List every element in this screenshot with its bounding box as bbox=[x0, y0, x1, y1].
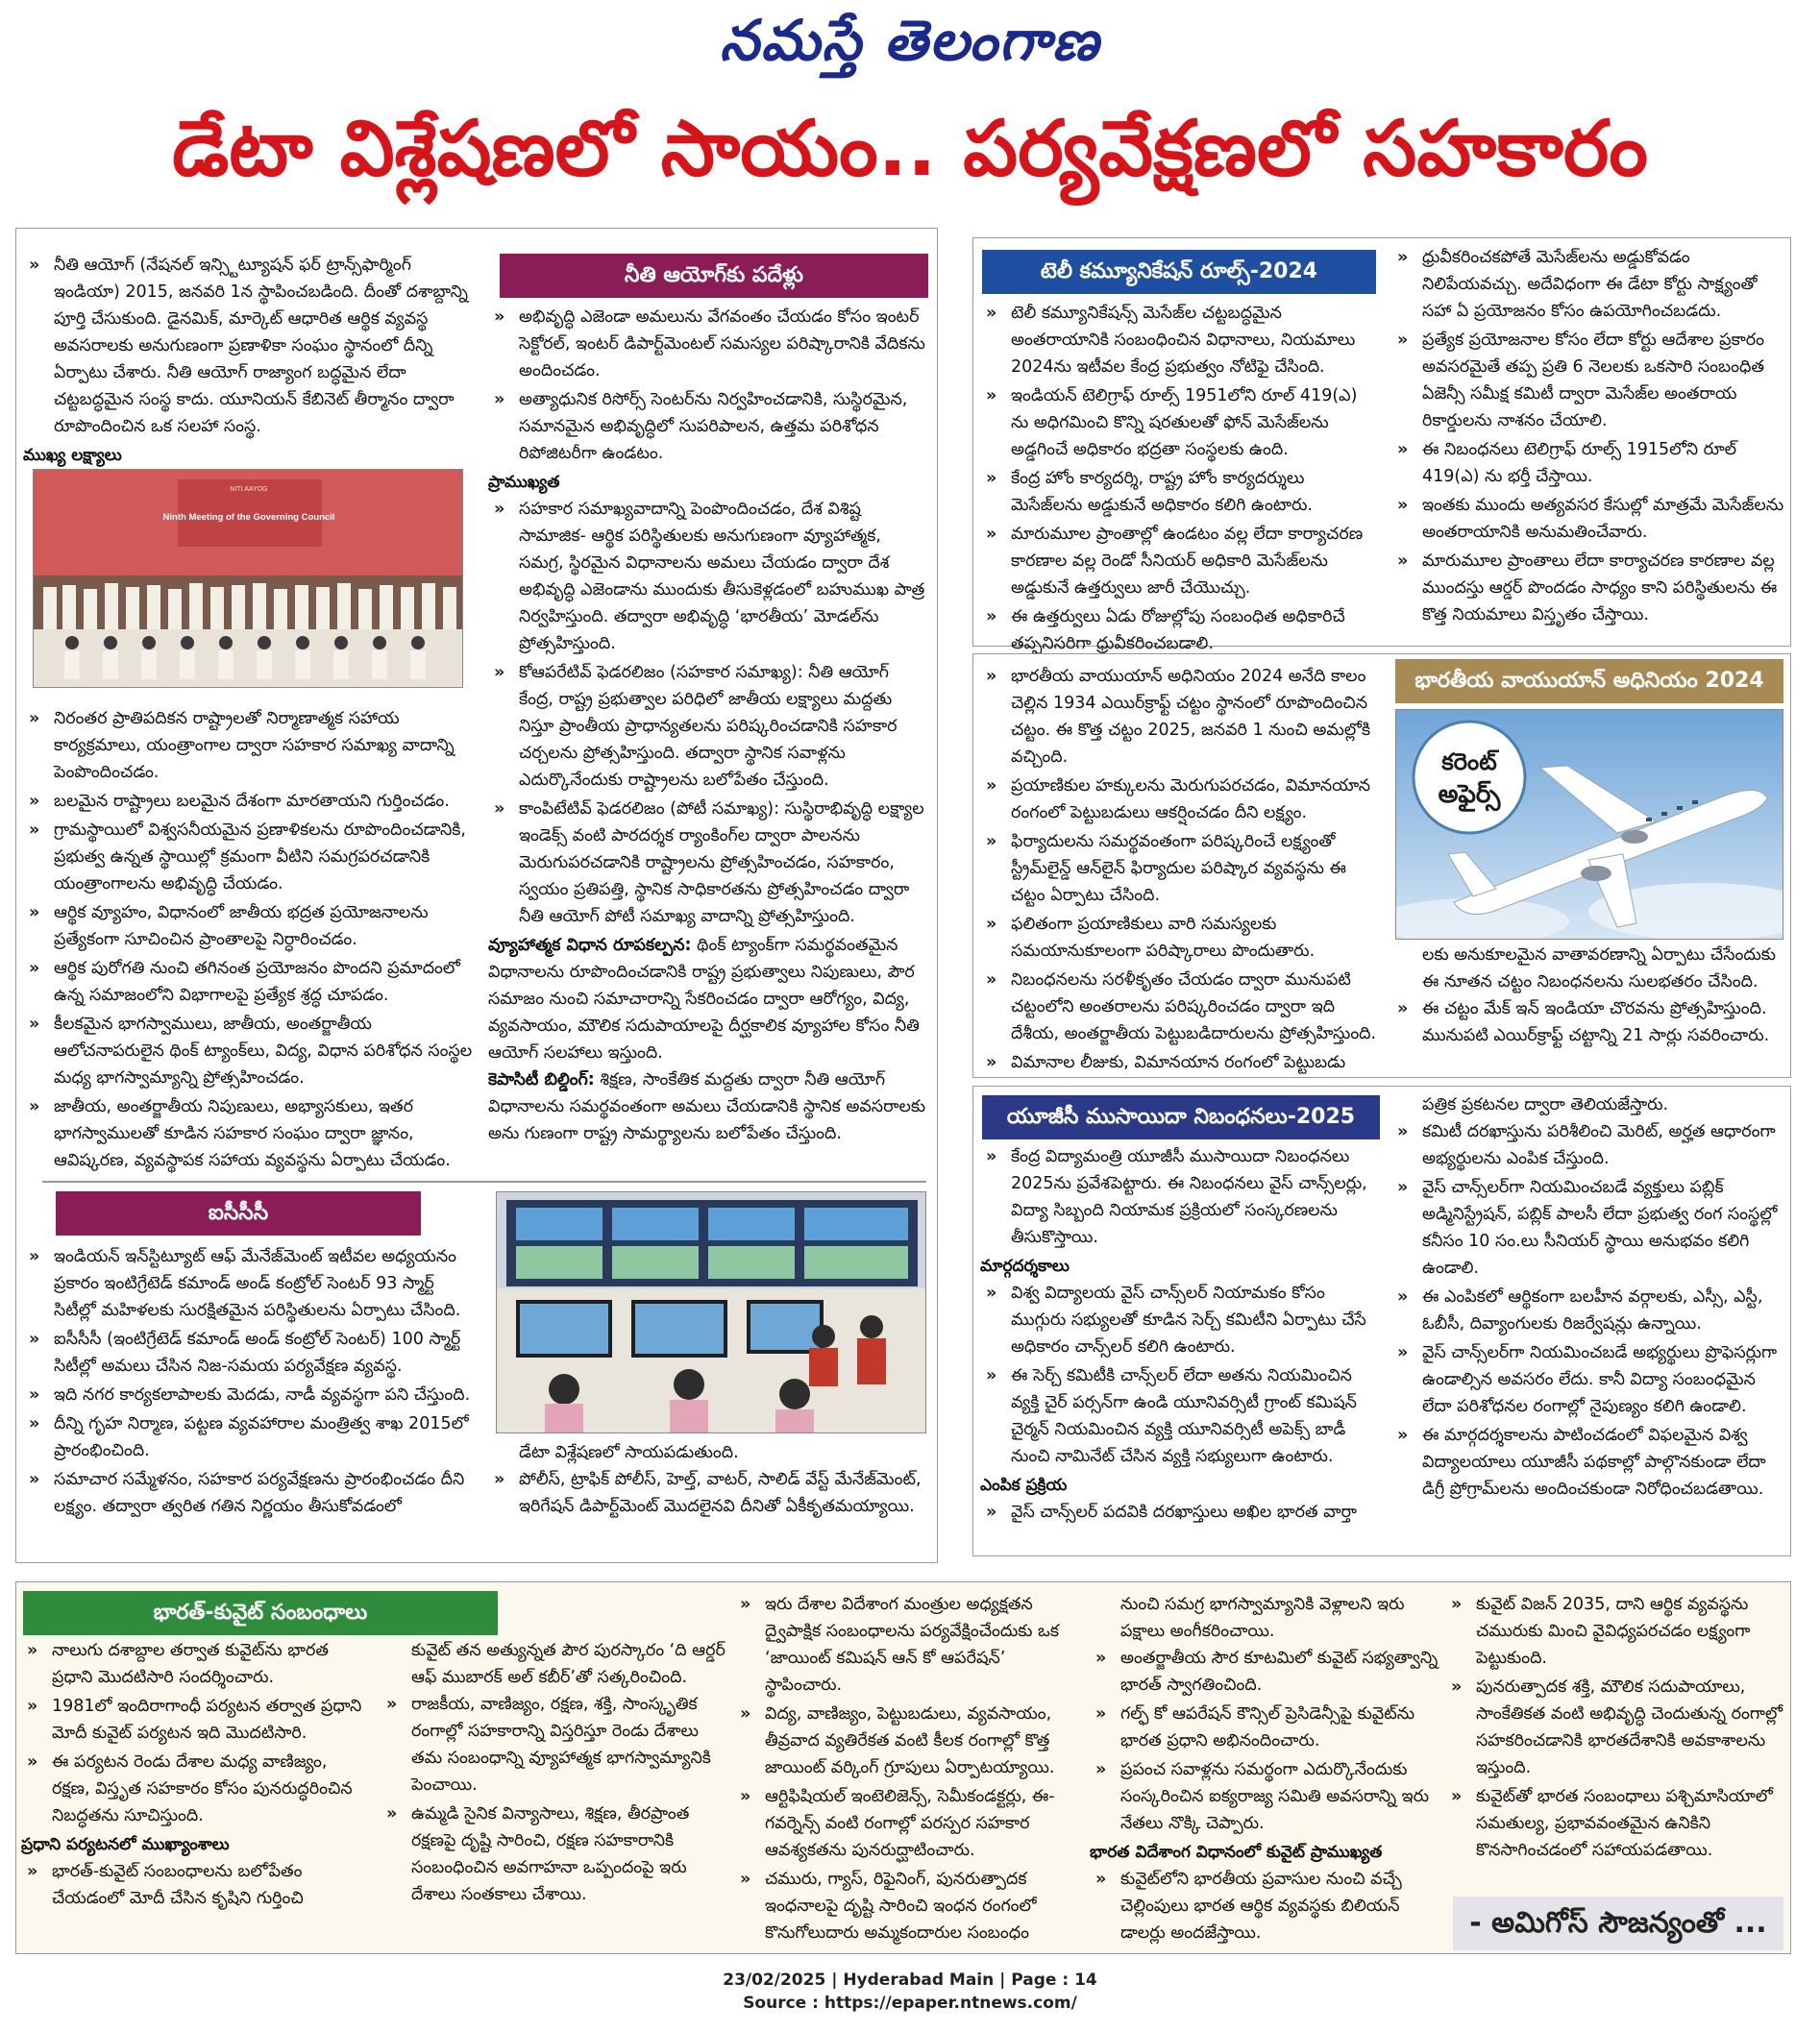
list-item: » ఈ సెర్చ్ కమిటీకి చాన్స్‌లర్ లేదా అతను నియమించిన వ్యక్తి చైర్ పర్సన్‌గా ఉండి యూనివర్సిటీ గ్రాంట్ కమిషన్ చైర్మన్ నియమించిన వ్యక్తి యూనివర్సిటీ అపెక్స్ బాడీ నుంచి నామినేట్ చేసిన వ్యక్తి సభ్యులుగా ఉంటారు. bbox=[980, 1362, 1382, 1470]
aviation-col1 bbox=[980, 663, 1382, 1078]
list-item: » నిబంధనలను సరళీకృతం చేయడం ద్వారా మునుపటి చట్టంలోని అంతరాలను పరిష్కరించడం ద్వారా ఇది దేశీయ, అంతర్జాతీయ పెట్టుబడిదారులను ప్రోత్సహిస్తుంది. bbox=[980, 967, 1382, 1047]
telecom-col1 bbox=[980, 300, 1376, 659]
list-item: » ఈ మార్గదర్శకాలను పాటించడంలో విఫలమైన విశ్వ విద్యాలయాలు యూజీసీ పథకాల్లో పాల్గొనకుండా లేదా డిగ్రీ ప్రోగ్రామ్‌లను అందించకుండా నిరోధించబడతాయి. bbox=[1391, 1422, 1785, 1503]
list-item: » ధ్రువీకరించకపోతే మెసేజ్‌లను అడ్డుకోవడం నిలిపేయవచ్చు. అదేవిధంగా ఈ డేటా కోర్టు సాక్ష్యంతో సహా ఏ ప్రయోజనం కోసం ఉపయోగించబడదు. bbox=[1391, 244, 1785, 325]
list-item: » నిరంతర ప్రాతిపదికన రాష్ట్రాలతో నిర్మాణాత్మక సహాయ కార్యక్రమాలు, యంత్రాంగాల ద్వారా సహకార సమాఖ్య వాదాన్ని పెంపొందించడం. bbox=[23, 705, 473, 786]
telecom-title: టెలీ కమ్యూనికేషన్ రూల్స్-2024 bbox=[982, 250, 1376, 294]
list-item: » ఐసీసీసీ (ఇంటిగ్రేటెడ్ కమాండ్ అండ్ కంట్రోల్ సెంటర్) 100 స్మార్ట్ సిటీల్లో అమలు చేసిన నిజ-సమయ పర్యవేక్షణ వ్యవస్థ. bbox=[23, 1326, 471, 1380]
telecom-bullets bbox=[980, 300, 1376, 657]
source-credit: - అమిగోస్ సౌజన్యంతో ... bbox=[1453, 1897, 1783, 1950]
list-item: » ఆర్టిఫిషియల్ ఇంటెలిజెన్స్, సెమీకండక్టర్లు, ఈ-గవర్నెన్స్ వంటి రంగాల్లో పరస్పర సహకార ఆవశ్యకతను పునరుద్ఘాటించారు. bbox=[734, 1783, 1086, 1864]
kuwait-c4-text: నుంచి సమగ్ర భాగస్వామ్యానికి వెళ్లాలని ఇరు పక్షాలు అంగీకరించాయి. bbox=[1120, 1595, 1405, 1641]
goals-list bbox=[23, 705, 473, 1174]
list-item: » ఈ ఎంపికలో ఆర్థికంగా బలహీన వర్గాలకు, ఎస్సీ, ఎస్టీ, ఓబీసీ, దివ్యాంగులకు రిజర్వేషన్లు ఉన్నాయి. bbox=[1391, 1284, 1785, 1337]
list-item: » ఈ చట్టం మేక్ ఇన్ ఇండియా చొరవను ప్రోత్సహిస్తుంది. మునుపటి ఎయిర్‌క్రాఫ్ట్ చట్టాన్ని 21 సార్లు సవరించారు. bbox=[1391, 995, 1785, 1049]
list-item: » ఫిర్యాదులను సమర్థవంతంగా పరిష్కరించే లక్ష్యంతో స్ట్రీమ్‌లైన్డ్ ఆన్‌లైన్ ఫిర్యాదుల పరిష్కార వ్యవస్థను ఈ చట్టం ఏర్పాటు చేసింది. bbox=[980, 828, 1382, 909]
list-item: » విమానాల లీజుకు, విమానయాన రంగంలో పెట్టుబడు bbox=[980, 1049, 1382, 1076]
list-item: » సహకార సమాఖ్యవాదాన్ని పెంపొందించడం, దేశ విశిష్ట సామాజిక- ఆర్థిక పరిస్థితులకు అనుగుణంగా వ్యూహాత్మక, సమగ్ర, స్థిరమైన విధానాలను అమలు చేయడం ద్వారా దేశ అభివృద్ధి ఎజెండాను ముందుకు తీసుకెళ్లడంలో బహుముఖ పాత్ర నిర్వహిస్తుంది. తద్వారా అభివృద్ధి ‘భారతీయ’ మోడల్‌ను ప్రోత్సహిస్తుంది. bbox=[488, 496, 928, 657]
list-item: » ఇరు దేశాల విదేశాంగ మంత్రుల అధ్యక్షతన ద్వైపాక్షిక సంబంధాలను పర్యవేక్షించేందుకు ఒక ‘జాయింట్ కమిషన్ ఆన్ కో ఆపరేషన్’ స్థాపించారు. bbox=[734, 1591, 1086, 1699]
iccc-col1 bbox=[23, 1243, 471, 1522]
list-item: » కాంపిటేటివ్ ఫెడరలిజం (పోటీ సమాఖ్య): సుస్థిరాభివృద్ధి లక్ష్యాల ఇండెక్స్ వంటి పారదర్శక ర్యాంకింగ్‌ల ద్వారా పాలనను మెరుగుపరచడానికి రాష్ట్రాలను ప్రోత్సహించడం, సహకారం, స్వయం ప్రతిపత్తి, స్థానిక సాధికారతను ప్రోత్సహించడం ద్వారా నీతి ఆయోగ్ పోటీ సమాఖ్య వాదాన్ని ప్రోత్సహిస్తుంది. bbox=[488, 796, 928, 930]
footer-source-link[interactable]: Source : https://epaper.ntnews.com/ bbox=[743, 1994, 1077, 2013]
list-item: » భారత్-కువైట్ సంబంధాలను బలోపేతం చేయడంలో మోదీ చేసిన కృషిని గుర్తించి bbox=[21, 1858, 367, 1912]
list-item: » ఆర్థిక పురోగతి నుంచి తగినంత ప్రయోజనం పొందని ప్రమాదంలో ఉన్న సమాజంలోని విభాగాలపై ప్రత్యేక శ్రద్ధ చూపడం. bbox=[23, 955, 473, 1009]
list-item: » కోఆపరేటివ్ ఫెడరలిజం (సహకార సమాఖ్య): నీతి ఆయోగ్ కేంద్ర, రాష్ట్ర ప్రభుత్వాల పరిధిలో జాతీయ లక్ష్యాలు మద్దతు నిస్తూ ప్రాంతీయ ప్రాధాన్యతలను పరిష్కరించడానికి సహకార చర్చలను ప్రోత్సహిస్తుంది. తద్వారా స్థానిక సవాళ్లను ఎదుర్కొనేందుకు రాష్ట్రాలను బలోపేతం చేస్తుంది. bbox=[488, 659, 928, 794]
list-item: » మారుమూల ప్రాంతాలు లేదా కార్యాచరణ కారణాల వల్ల ముందస్తు ఆర్డర్ పొందడం సాధ్యం కాని పరిస్థితులను ఈ కొత్త నియమాలు విస్తృతం చేస్తాయి. bbox=[1391, 548, 1785, 628]
list-item: » ఇది నగర కార్యకలాపాలకు మెదడు, నాడీ వ్యవస్థగా పని చేస్తుంది. bbox=[23, 1382, 471, 1408]
importance-heading: ప్రాముఖ్యత bbox=[488, 473, 560, 492]
capacity-label: కెపాసిటీ బిల్డింగ్: bbox=[488, 1070, 595, 1089]
list-item: » 1981లో ఇందిరాగాంధీ పర్యటన తర్వాత ప్రధాని మోదీ కువైట్ పర్యటన ఇది మొదటిసారి. bbox=[21, 1693, 367, 1747]
intro-bullets bbox=[23, 252, 473, 440]
niti-col2 bbox=[488, 304, 928, 1147]
kuwait-col2 bbox=[381, 1637, 728, 1910]
kuwait-c2-bullets bbox=[381, 1691, 728, 1908]
kuwait-c1-bullets2 bbox=[21, 1858, 367, 1912]
kuwait-c3-bullets bbox=[734, 1591, 1086, 1946]
kuwait-c1-bullets bbox=[21, 1637, 367, 1829]
aviation-col2 bbox=[1391, 942, 1785, 1051]
list-item: » అంతర్జాతీయ సౌర కూటమిలో కువైట్ సభ్యత్వాన్ని భారత్ స్వాగతించింది. bbox=[1090, 1645, 1439, 1699]
capacity-text: శిక్షణ, సాంకేతిక మద్దతు ద్వారా నీతి ఆయోగ్ విధానాలను సమర్థవంతంగా అమలు చేయడానికి స్థానిక అవసరాలకు అను గుణంగా రాష్ట్ర సామర్థ్యాలను బలోపేతం చేస్తుంది. bbox=[488, 1070, 926, 1143]
list-item: » విద్య, వాణిజ్యం, పెట్టుబడులు, వ్యవసాయం, తీవ్రవాద వ్యతిరేకత వంటి కీలక రంగాల్లో కొత్త జాయింట్ వర్కింగ్ గ్రూపులు ఏర్పాటయ్యాయి. bbox=[734, 1701, 1086, 1781]
policy-label: వ్యూహాత్మక విధాన రూపకల్పన: bbox=[488, 936, 692, 955]
list-item: » సమాచార సమ్మేళనం, సహకార పర్యవేక్షణను ప్రారంభించడం దీని లక్ష్యం. తద్వారా త్వరిత గతిన నిర్ణయం తీసుకోవడంలో bbox=[23, 1466, 471, 1520]
kuwait-col4 bbox=[1090, 1591, 1439, 1948]
list-item: » ఉమ్మడి సైనిక విన్యాసాలు, శిక్షణ, తీరప్రాంత రక్షణపై దృష్టి సారించి, రక్షణ సహకారానికి సంబంధించిన అవగాహనా ఒప్పందంపై ఇరు దేశాలు సంతకాలు చేశాయి. bbox=[381, 1800, 728, 1908]
list-item: » వైస్ చాన్స్‌లర్‌గా నియమించబడే అభ్యర్థులు ప్రొఫెసర్లుగా ఉండాల్సిన అవసరం లేదు. కానీ విద్యా సంబంధమైన లేదా పరిశోధనల రంగాల్లో నైపుణ్యం కలిగి ఉండాలి. bbox=[1391, 1339, 1785, 1420]
airplane-image bbox=[1395, 709, 1783, 940]
kuwait-c4-bullets2 bbox=[1090, 1866, 1439, 1946]
section-divider bbox=[42, 1181, 926, 1183]
list-item: » ఈ నిబంధనలు టెలిగ్రాఫ్ రూల్స్ 1915లోని రూల్ 419(ఎ) ను భర్తీ చేస్తాయి. bbox=[1391, 436, 1785, 490]
iccc-bullets bbox=[23, 1243, 471, 1520]
iccc-title: ఐసీసీసీ bbox=[56, 1191, 421, 1236]
list-item: » కేంద్ర విద్యామంత్రి యూజీసీ ముసాయిదా నిబంధనలు 2025ను ప్రవేశపెట్టారు. ఈ నిబంధనలు వైస్ చాన్స్‌లర్లు, విద్యా సిబ్బంది నియామక ప్రక్రియలో సంస్కరణలను తీసుకొస్తాయి. bbox=[980, 1143, 1382, 1251]
ugc-right-bullets bbox=[1391, 1118, 1785, 1503]
selection-heading: ఎంపిక ప్రక్రియ bbox=[980, 1476, 1068, 1495]
niti-col1 bbox=[23, 252, 473, 469]
headline: డేటా విశ్లేషణలో సాయం.. పర్యవేక్షణలో సహకారం bbox=[172, 104, 1648, 193]
kuwait-c2-text: కువైట్ తన అత్యున్నత పౌర పురస్కారం ‘ది ఆర్డర్ ఆఫ్ ముబారక్ అల్ కబీర్’తో సత్కరించింది. bbox=[411, 1641, 726, 1687]
list-item: » ప్రయాణికుల హక్కులను మెరుగుపరచడం, విమానయాన రంగంలో పెట్టుబడులు ఆకర్షించడం దీని లక్ష్యం. bbox=[980, 772, 1382, 826]
goals-list-wrap bbox=[23, 705, 473, 1176]
goals-heading: ముఖ్య లక్ష్యాలు bbox=[23, 446, 122, 465]
ugc-col2 bbox=[1391, 1091, 1785, 1505]
aviation-continued-text: లకు అనుకూలమైన వాతావరణాన్ని ఏర్పాటు చేసేందుకు ఈ నూతన చట్టం నిబంధనలను సులభతరం చేసింది. bbox=[1422, 945, 1776, 992]
ugc-col1 bbox=[980, 1143, 1382, 1528]
governing-council-photo bbox=[33, 469, 463, 688]
list-item: » రాజకీయ, వాణిజ్యం, రక్షణ, శక్తి, సాంస్కృతిక రంగాల్లో సహకారాన్ని విస్తరిస్తూ రెండు దేశాలు తమ సంబంధాన్ని వ్యూహాత్మక భాగస్వామ్యానికి పెంచాయి. bbox=[381, 1691, 728, 1799]
kuwait-col5 bbox=[1445, 1591, 1785, 1866]
list-item: » ఈ ఉత్తర్వులు ఏడు రోజుల్లోపు సంబంధిత అధికారిచే తప్పనిసరిగా ధ్రువీకరించబడాలి. bbox=[980, 603, 1376, 657]
list-item: » ఈ పర్యటన రెండు దేశాల మధ్య వాణిజ్యం, రక్షణ, విస్తృత సహకారం కోసం పునరుద్ధరించిన నిబద్ధతను సూచిస్తుంది. bbox=[21, 1749, 367, 1829]
list-item: » వైస్ చాన్స్‌లర్ పదవికి దరఖాస్తులు అఖిల భారత వార్తా bbox=[980, 1499, 1382, 1526]
list-item: » విశ్వ విద్యాలయ వైస్ చాన్స్‌లర్ నియామకం కోసం ముగ్గురు సభ్యులతో కూడిన సెర్చ్ కమిటీని ఏర్పాటు చేసే అధికారం చాన్స్‌లర్ కలిగి ఉంటారు. bbox=[980, 1280, 1382, 1360]
list-item: » నాలుగు దశాబ్దాల తర్వాత కువైట్‌ను భారత ప్రధాని మొదటిసారి సందర్శించారు. bbox=[21, 1637, 367, 1691]
list-item: » ఆర్థిక వ్యూహం, విధానంలో జాతీయ భద్రత ప్రయోజనాలను ప్రత్యేకంగా సూచించిన ప్రాంతాలపై నిర్ధారించడం. bbox=[23, 899, 473, 953]
policy-text: థింక్ ట్యాంక్‌గా సమర్థవంతమైన విధానాలను రూపొందించడానికి రాష్ట్ర ప్రభుత్వాలు నిపుణులు, పౌర సమాజం నుంచి సమాచారాన్ని సేకరించడం ద్వారా ఆరోగ్యం, విద్య, వ్యవసాయం, మౌలిక సదుపాయాలపై దీర్ఘకాలిక వ్యూహాల కోసం నీతి ఆయోగ్ సలహాలు ఇస్తుంది. bbox=[488, 936, 920, 1063]
list-item: » ఇంతకు ముందు అత్యవసర కేసుల్లో మాత్రమే మెసేజ్‌లను అంతరాయానికి అనుమతించేవారు. bbox=[1391, 492, 1785, 546]
list-item: » ప్రపంచ సవాళ్లను సమర్థంగా ఎదుర్కొనేందుకు సంస్కరించిన ఐక్యరాజ్య సమితి అవసరాన్ని ఇరు నేతలు నొక్కి చెప్పారు. bbox=[1090, 1756, 1439, 1837]
iccc-right-bullets bbox=[488, 1466, 928, 1520]
guidelines-heading: మార్గదర్శకాలు bbox=[980, 1257, 1070, 1276]
list-item: » కువైట్ విజన్ 2035, దాని ఆర్థిక వ్యవస్థను చమురుకు మించి వైవిధ్యపరచడం లక్ష్యంగా పెట్టుకుంది. bbox=[1445, 1591, 1785, 1672]
aviation-bullets bbox=[980, 663, 1382, 1076]
masthead-logo: నమస్తే తెలంగాణ bbox=[720, 8, 1100, 73]
list-item: » కువైట్‌తో భారత సంబంధాలు పశ్చిమాసియాలో సమతుల్య, ప్రభావవంతమైన ఉనికిని కొనసాగించడంలో సహాయపడతాయి. bbox=[1445, 1783, 1785, 1864]
kuwait-col3 bbox=[734, 1591, 1086, 1948]
list-item: » పునరుత్పాదక శక్తి, మౌలిక సదుపాయాలు, సాంకేతికత వంటి అభివృద్ధి చెందుతున్న రంగాల్లో సహకరించడానికి భారతదేశానికి అవకాశాలను ఇస్తుంది. bbox=[1445, 1674, 1785, 1781]
list-item: » మారుమూల ప్రాంతాల్లో ఉండటం వల్ల లేదా కార్యాచరణ కారణాల వల్ల రెండో సీనియర్ అధికారి మెసేజ్‌లను అడ్డుకునే ఉత్తర్వులు జారీ చేయొచ్చు. bbox=[980, 521, 1376, 601]
list-item: » నీతి ఆయోగ్ (నేషనల్ ఇన్స్టిట్యూషన్ ఫర్ ట్రాన్స్‌ఫార్మింగ్ ఇండియా) 2015, జనవరి 1న స్థాపించబడింది. దీంతో దశాబ్దాన్ని పూర్తి చేసుకుంది. డైనమిక్, మార్కెట్ ఆధారిత ఆర్థిక వ్యవస్థ అవసరాలకు అనుగుణంగా ప్రణాళికా సంఘం స్థానంలో దీన్ని ఏర్పాటు చేశారు. నీతి ఆయోగ్ రాజ్యాంగ బద్ధమైన లేదా చట్టబద్ధమైన సంస్థ కాదు. యూనియన్ కేబినెట్ తీర్మానం ద్వారా రూపొందించిన ఒక సలహా సంస్థ. bbox=[23, 252, 473, 440]
photo-banner-line2: Ninth Meeting of the Governing Council bbox=[162, 512, 335, 523]
telecom-col2 bbox=[1391, 244, 1785, 630]
photo-banner-line1: NITI AAYOG bbox=[230, 486, 268, 493]
command-center-photo bbox=[496, 1191, 926, 1433]
col2-bullets2 bbox=[488, 496, 928, 930]
telecom-right-bullets bbox=[1391, 244, 1785, 628]
list-item: » ఇండియన్ టెలిగ్రాఫ్ రూల్స్ 1951లోని రూల్ 419(ఎ) ను అధిగమించి కొన్ని షరతులతో ఫోన్ మెసేజ్‌లను అడ్డగించే అధికారం భద్రతా సంస్థలకు ఉంది. bbox=[980, 382, 1376, 463]
kuwait-c4-bullets bbox=[1090, 1645, 1439, 1837]
ugc-bullets3 bbox=[980, 1499, 1382, 1526]
policy-paragraph bbox=[488, 932, 928, 1066]
ugc-bullets1 bbox=[980, 1143, 1382, 1251]
aviation-title: భారతీయ వాయుయాన్ అధినియం 2024 bbox=[1395, 659, 1783, 703]
list-item: » జాతీయ, అంతర్జాతీయ నిపుణులు, అభ్యాసకులు, ఇతర భాగస్వాములతో కూడిన సహకార సంఘం ద్వారా జ్ఞానం, ఆవిష్కరణ, వ్యవస్థాపక సహాయ వ్యవస్థను ఏర్పాటు చేయడం. bbox=[23, 1093, 473, 1174]
list-item: » గ్రామస్థాయిలో విశ్వసనీయమైన ప్రణాళికలను రూపొందించడానికి, ప్రభుత్వ ఉన్నత స్థాయిల్లో క్రమంగా వీటిని సమగ్రపరచడానికి యంత్రాంగాలను అభివృద్ధి చేయడం. bbox=[23, 817, 473, 897]
list-item: » వైస్ చాన్స్‌లర్‌గా నియమించబడే వ్యక్తులు పబ్లిక్ అడ్మినిస్ట్రేషన్, పబ్లిక్ పాలసీ లేదా ప్రభుత్వ రంగ సంస్థల్లో కనీసం 10 సం.లు సీనియర్ స్థాయి అనుభవం కలిగి ఉండాలి. bbox=[1391, 1174, 1785, 1282]
kuwait-importance-heading: భారత విదేశాంగ విధానంలో కువైట్ ప్రాముఖ్యత bbox=[1090, 1843, 1383, 1862]
list-item: » కేంద్ర హోం కార్యదర్శి, రాష్ట్ర హోం కార్యదర్శులు మెసేజ్‌లను అడ్డుకునే అధికారం కలిగి ఉంటారు. bbox=[980, 465, 1376, 519]
list-item: » గల్ఫ్ కో ఆపరేషన్ కౌన్సిల్ ప్రెసిడెన్సీపై కువైట్‌ను భారత ప్రధాని అభినందించారు. bbox=[1090, 1701, 1439, 1754]
list-item: » బలమైన రాష్ట్రాలు బలమైన దేశంగా మారతాయని గుర్తించడం. bbox=[23, 788, 473, 815]
ugc-title: యూజీసీ ముసాయిదా నిబంధనలు-2025 bbox=[982, 1095, 1380, 1139]
kuwait-title: భారత్-కువైట్ సంబంధాలు bbox=[23, 1591, 498, 1635]
list-item: » కమిటీ దరఖాస్తును పరిశీలించి మెరిట్, అర్హత ఆధారంగా అభ్యర్థులను ఎంపిక చేస్తుంది. bbox=[1391, 1118, 1785, 1172]
list-item: » అత్యాధునిక రిసోర్స్ సెంటర్‌ను నిర్వహించడానికి, సుస్థిరమైన, సమానమైన అభివృద్ధిలో సుపరిపాలన, ఉత్తమ పరిశోధన రిపోజిటరీగా ఉండటం. bbox=[488, 386, 928, 467]
ugc-bullets2 bbox=[980, 1280, 1382, 1470]
list-item: » భారతీయ వాయుయాన్ అధినియం 2024 అనేది కాలం చెల్లిన 1934 ఎయిర్‌క్రాఫ్ట్ చట్టం స్థానంలో రూపొందించిన చట్టం. ఈ కొత్త చట్టం 2025, జనవరి 1 నుంచి అమల్లోకి వచ్చింది. bbox=[980, 663, 1382, 771]
current-affairs-badge-line2: అఫైర్స్ bbox=[1438, 780, 1501, 809]
list-item: » ఫలితంగా ప్రయాణికులు వారి సమస్యలకు సమయానుకూలంగా పరిష్కారాలు పొందుతారు. bbox=[980, 911, 1382, 965]
iccc-continued-text: డేటా విశ్లేషణలో సాయపడుతుంది. bbox=[519, 1443, 739, 1462]
list-item: » ప్రత్యేక ప్రయోజనాల కోసం లేదా కోర్టు ఆదేశాల ప్రకారం అవసరమైతే తప్ప ప్రతి 6 నెలలకు ఒకసారి సంబంధిత ఏజెన్సీ సమీక్ష కమిటీ ద్వారా మెసేజ్‌ల అంతరాయ రికార్డులను నాశనం చేయాలి. bbox=[1391, 327, 1785, 434]
col2-bullets1 bbox=[488, 304, 928, 467]
list-item: » ఇండియన్ ఇన్‌స్టిట్యూట్ ఆఫ్ మేనేజ్‌మెంట్ ఇటీవల అధ్యయనం ప్రకారం ఇంటిగ్రేటెడ్ కమాండ్ అండ్ కంట్రోల్ సెంటర్ 93 స్మార్ట్ సిటీల్లో మహిళలకు సురక్షితమైన పరిస్థితులను ఏర్పాటు చేసింది. bbox=[23, 1243, 471, 1324]
list-item: » చమురు, గ్యాస్, రిఫైనింగ్, పునరుత్పాదక ఇంధనాలపై దృష్టి సారించి ఇంధన రంగంలో కొనుగోలుదారు అమ్మకందారుల సంబంధం bbox=[734, 1866, 1086, 1946]
list-item: » దీన్ని గృహ నిర్మాణ, పట్టణ వ్యవహారాల మంత్రిత్వ శాఖ 2015లో ప్రారంభించింది. bbox=[23, 1410, 471, 1464]
list-item: » టెలీ కమ్యూనికేషన్స్ మెసేజ్‌ల చట్టబద్ధమైన అంతరాయానికి సంబంధించిన విధానాలు, నియమాలు 2024ను ఇటీవల కేంద్ర ప్రభుత్వం నోటిఫై చేసింది. bbox=[980, 300, 1376, 380]
list-item: » అభివృద్ధి ఎజెండా అమలును వేగవంతం చేయడం కోసం ఇంటర్ సెక్టోరల్, ఇంటర్ డిపార్ట్‌మెంటల్ సమస్యల పరిష్కారానికి వేదికను అందించడం. bbox=[488, 304, 928, 384]
capacity-paragraph bbox=[488, 1066, 928, 1147]
footer-page-info: 23/02/2025 | Hyderabad Main | Page : 14 bbox=[723, 1971, 1097, 1990]
kuwait-visit-heading: ప్రధాని పర్యటనలో ముఖ్యాంశాలు bbox=[21, 1835, 230, 1854]
current-affairs-badge-line1: కరెంట్ bbox=[1441, 748, 1497, 775]
list-item: » పోలీస్, ట్రాఫిక్ పోలీస్, హెల్త్, వాటర్, సాలిడ్ వేస్ట్ మేనేజ్‌మెంట్, ఇరిగేషన్ డిపార్ట్‌మెంట్ మొదలైనవి దీనితో ఏకీకృతమయ్యాయి. bbox=[488, 1466, 928, 1520]
kuwait-c5-bullets bbox=[1445, 1591, 1785, 1864]
aviation-right-bullets bbox=[1391, 995, 1785, 1049]
niti-decade-title: నీతి ఆయోగ్‌కు పదేళ్లు bbox=[500, 254, 928, 298]
kuwait-col1 bbox=[21, 1637, 367, 1914]
iccc-col2 bbox=[488, 1439, 928, 1522]
ugc-continued-text: పత్రిక ప్రకటనల ద్వారా తెలియజేస్తారు. bbox=[1422, 1095, 1669, 1114]
list-item: » కీలకమైన భాగస్వాములు, జాతీయ, అంతర్జాతీయ ఆలోచనాపరులైన థింక్ ట్యాంక్‌లు, విద్య, విధాన పరిశోధన సంస్థల మధ్య భాగస్వామ్యాన్ని ప్రోత్సహించడం. bbox=[23, 1011, 473, 1091]
list-item: » కువైట్‌లోని భారతీయ ప్రవాసుల నుంచి వచ్చే చెల్లింపులు భారత ఆర్థిక వ్యవస్థకు బిలియన్ డాలర్లు అందజేస్తాయి. bbox=[1090, 1866, 1439, 1946]
